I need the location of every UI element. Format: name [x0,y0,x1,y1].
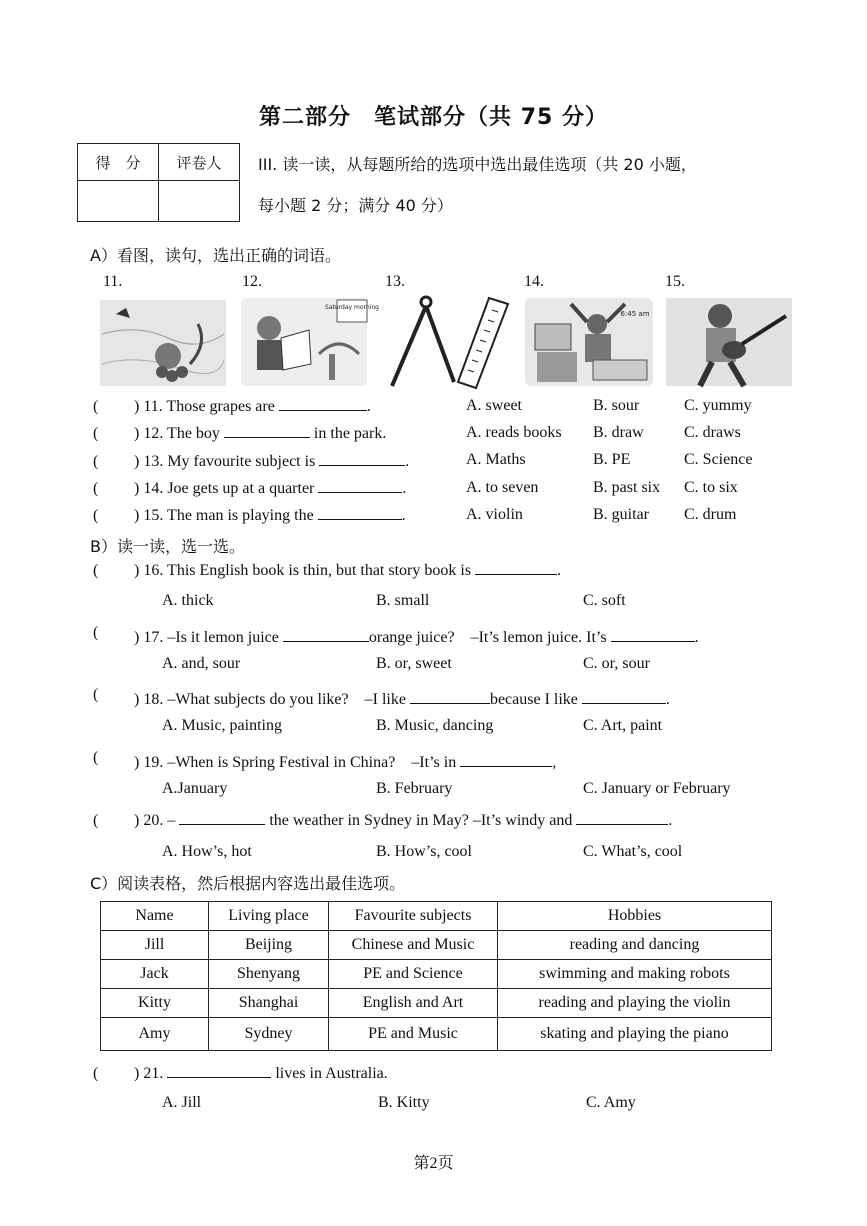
option-c[interactable]: C. to six [684,479,738,496]
answer-blank[interactable] [475,562,557,575]
answer-paren[interactable]: ( [93,686,99,703]
option-b[interactable]: B. past six [593,479,661,496]
answer-paren[interactable]: ( [93,453,99,470]
option-b[interactable]: B. guitar [593,506,649,523]
option-b[interactable]: B. How’s, cool [376,843,472,860]
question-16: ) 16. This English book is thin, but that story book is . [134,562,562,579]
option-a[interactable]: A. thick [162,592,214,609]
table-cell: Chinese and Music [329,931,498,960]
column-header: Hobbies [498,902,772,931]
option-a[interactable]: A. violin [466,506,523,523]
clock-time-label: 6:45 am [620,310,650,318]
table-row [101,931,772,960]
table-cell: reading and dancing [498,931,772,960]
table-cell: Amy [101,1018,209,1051]
table-cell: Shanghai [209,989,329,1018]
option-b[interactable]: B. draw [593,424,644,441]
instruction-line-1: III. 读一读，从每题所给的选项中选出最佳选项（共 20 小题， [258,155,697,174]
compass-ruler-picture [384,294,514,390]
option-b[interactable]: B. or, sweet [376,655,452,672]
grapes-picture [98,294,228,390]
option-a[interactable]: A. sweet [466,397,522,414]
option-b[interactable]: B. Kitty [378,1094,430,1111]
table-cell: swimming and making robots [498,960,772,989]
table-row [101,989,772,1018]
answer-paren[interactable]: ( [93,507,99,524]
answer-blank[interactable] [319,453,405,466]
table-cell: PE and Music [329,1018,498,1051]
option-b[interactable]: B. Music, dancing [376,717,494,734]
column-header: Favourite subjects [329,902,498,931]
option-a[interactable]: A. Music, painting [162,717,282,734]
option-a[interactable]: A. Maths [466,451,526,468]
question-21: ) 21. lives in Australia. [134,1065,388,1082]
option-c[interactable]: C. draws [684,424,741,441]
table-cell: Jack [101,960,209,989]
picture-number-15: 15. [665,273,685,290]
option-b[interactable]: B. small [376,592,430,609]
question-11: ) 11. Those grapes are . [134,398,371,415]
answer-blank[interactable] [460,754,552,767]
question-18: ) 18. –What subjects do you like? –I like because I like . [134,691,670,708]
table-cell: Beijing [209,931,329,960]
score-label: 得 分 [78,144,159,181]
saturday-label: Saturday morning [325,304,379,311]
score-field[interactable] [78,181,159,222]
option-a[interactable]: A. How’s, hot [162,843,252,860]
question-17: ) 17. –Is it lemon juice orange juice? –It’s lemon juice. It’s . [134,629,699,646]
table-cell: English and Art [329,989,498,1018]
option-c[interactable]: C. soft [583,592,626,609]
answer-blank[interactable] [224,425,310,438]
table-row [101,960,772,989]
option-c[interactable]: C. Art, paint [583,717,663,734]
grader-field[interactable] [159,181,240,222]
answer-blank[interactable] [582,691,666,704]
table-cell: reading and playing the violin [498,989,772,1018]
option-c[interactable]: C. Amy [586,1094,636,1111]
answer-blank[interactable] [318,480,402,493]
column-header: Living place [209,902,329,931]
answer-blank[interactable] [279,398,367,411]
picture-number-13: 13. [385,273,405,290]
option-a[interactable]: A. Jill [162,1094,202,1111]
grader-label: 评卷人 [159,144,240,181]
instruction-line-2: 每小题 2 分；满分 40 分） [258,196,453,215]
table-cell: Sydney [209,1018,329,1051]
table-cell: Shenyang [209,960,329,989]
option-a[interactable]: A. reads books [466,424,562,441]
section-c-heading: C）阅读表格，然后根据内容选出最佳选项。 [90,874,406,893]
table-header-row [101,902,772,931]
picture-number-14: 14. [524,273,544,290]
score-box [77,143,240,222]
question-19: ) 19. –When is Spring Festival in China? –It’s in , [134,754,557,771]
section-a-heading: A）看图，读句，选出正确的词语。 [90,246,341,265]
answer-paren[interactable]: ( [93,1065,99,1082]
question-15: ) 15. The man is playing the . [134,507,406,524]
guitar-player-picture [664,294,794,390]
option-a[interactable]: A.January [162,780,228,797]
option-b[interactable]: B. sour [593,397,640,414]
option-b[interactable]: B. February [376,780,453,797]
page-title: 第二部分 笔试部分（共 75 分） [259,105,608,130]
table-cell: Jill [101,931,209,960]
answer-paren[interactable]: ( [93,562,99,579]
option-b[interactable]: B. PE [593,451,631,468]
answer-blank[interactable] [410,691,490,704]
option-c[interactable]: C. yummy [684,397,752,414]
table-cell: PE and Science [329,960,498,989]
section-b-heading: B）读一读，选一选。 [90,537,245,556]
column-header: Name [101,902,209,931]
answer-paren[interactable]: ( [93,480,99,497]
option-c[interactable]: C. January or February [583,780,731,797]
boy-drawing-picture [239,294,379,390]
answer-blank[interactable] [611,629,695,642]
option-a[interactable]: A. to seven [466,479,539,496]
answer-blank[interactable] [167,1065,271,1078]
answer-paren[interactable]: ( [93,425,99,442]
answer-blank[interactable] [179,812,265,825]
answer-paren[interactable]: ( [93,749,99,766]
table-cell: Kitty [101,989,209,1018]
answer-paren[interactable]: ( [93,812,99,829]
info-table [100,901,772,1051]
picture-number-11: 11. [103,273,123,290]
option-c[interactable]: C. or, sour [583,655,650,672]
question-12: ) 12. The boy in the park. [134,425,387,442]
table-cell: skating and playing the piano [498,1018,772,1051]
picture-number-12: 12. [242,273,262,290]
answer-blank[interactable] [318,507,402,520]
option-c[interactable]: C. drum [684,506,737,523]
answer-paren[interactable]: ( [93,398,99,415]
wake-up-picture [523,294,655,390]
table-row [101,1018,772,1051]
option-c[interactable]: C. What’s, cool [583,843,683,860]
answer-blank[interactable] [576,812,668,825]
question-13: ) 13. My favourite subject is . [134,453,410,470]
option-a[interactable]: A. and, sour [162,655,241,672]
page-number: 第2页 [413,1155,454,1172]
question-14: ) 14. Joe gets up at a quarter . [134,480,407,497]
question-20: ) 20. – the weather in Sydney in May? –It’s windy and . [134,812,673,829]
option-c[interactable]: C. Science [684,451,753,468]
answer-blank[interactable] [283,629,369,642]
answer-paren[interactable]: ( [93,624,99,641]
